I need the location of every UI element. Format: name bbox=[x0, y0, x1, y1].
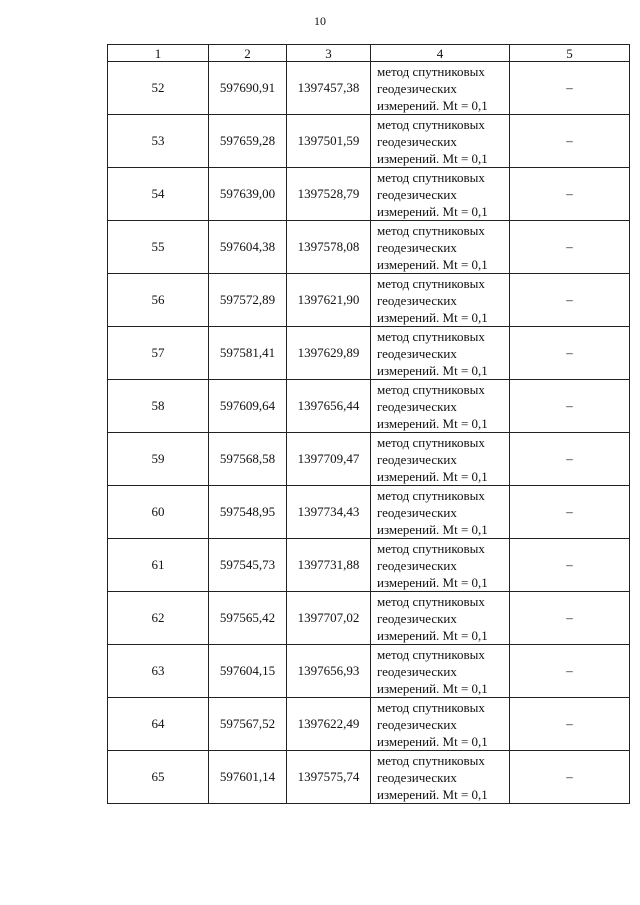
method-line-1: метод спутниковых bbox=[377, 276, 485, 291]
point-number-cell: 63 bbox=[108, 645, 209, 698]
description-cell: – bbox=[510, 327, 630, 380]
x-coordinate-cell: 597601,14 bbox=[209, 751, 287, 804]
point-number-cell: 60 bbox=[108, 486, 209, 539]
x-coordinate-cell: 597545,73 bbox=[209, 539, 287, 592]
y-coordinate-cell: 1397457,38 bbox=[287, 62, 371, 115]
method-line-2: геодезических bbox=[377, 293, 457, 308]
y-coordinate-cell: 1397709,47 bbox=[287, 433, 371, 486]
method-line-3: измерений. Mt = 0,1 bbox=[377, 734, 488, 749]
method-line-3: измерений. Mt = 0,1 bbox=[377, 628, 488, 643]
method-line-1: метод спутниковых bbox=[377, 647, 485, 662]
method-cell bbox=[371, 327, 510, 380]
table-row bbox=[108, 751, 630, 804]
table-row bbox=[108, 62, 630, 115]
y-coordinate-cell: 1397501,59 bbox=[287, 115, 371, 168]
method-line-3: измерений. Mt = 0,1 bbox=[377, 98, 488, 113]
method-line-1: метод спутниковых bbox=[377, 117, 485, 132]
x-coordinate-cell: 597609,64 bbox=[209, 380, 287, 433]
y-coordinate-cell: 1397575,74 bbox=[287, 751, 371, 804]
method-line-2: геодезических bbox=[377, 187, 457, 202]
table-row bbox=[108, 115, 630, 168]
method-line-3: измерений. Mt = 0,1 bbox=[377, 204, 488, 219]
description-cell: – bbox=[510, 486, 630, 539]
method-line-3: измерений. Mt = 0,1 bbox=[377, 681, 488, 696]
header-col-4: 4 bbox=[371, 45, 510, 62]
description-cell: – bbox=[510, 274, 630, 327]
header-col-5: 5 bbox=[510, 45, 630, 62]
method-line-2: геодезических bbox=[377, 81, 457, 96]
method-cell bbox=[371, 380, 510, 433]
method-cell bbox=[371, 62, 510, 115]
point-number-cell: 59 bbox=[108, 433, 209, 486]
method-cell bbox=[371, 645, 510, 698]
x-coordinate-cell: 597639,00 bbox=[209, 168, 287, 221]
method-line-1: метод спутниковых bbox=[377, 700, 485, 715]
point-number-cell: 53 bbox=[108, 115, 209, 168]
table-row bbox=[108, 327, 630, 380]
method-line-1: метод спутниковых bbox=[377, 170, 485, 185]
method-line-3: измерений. Mt = 0,1 bbox=[377, 363, 488, 378]
description-cell: – bbox=[510, 645, 630, 698]
x-coordinate-cell: 597690,91 bbox=[209, 62, 287, 115]
point-number-cell: 61 bbox=[108, 539, 209, 592]
description-cell: – bbox=[510, 592, 630, 645]
method-line-2: геодезических bbox=[377, 717, 457, 732]
table-row bbox=[108, 221, 630, 274]
method-line-1: метод спутниковых bbox=[377, 594, 485, 609]
y-coordinate-cell: 1397656,93 bbox=[287, 645, 371, 698]
y-coordinate-cell: 1397622,49 bbox=[287, 698, 371, 751]
method-cell bbox=[371, 433, 510, 486]
table-body bbox=[108, 62, 630, 804]
y-coordinate-cell: 1397707,02 bbox=[287, 592, 371, 645]
method-line-2: геодезических bbox=[377, 664, 457, 679]
y-coordinate-cell: 1397629,89 bbox=[287, 327, 371, 380]
y-coordinate-cell: 1397528,79 bbox=[287, 168, 371, 221]
method-cell bbox=[371, 168, 510, 221]
method-cell bbox=[371, 751, 510, 804]
method-line-3: измерений. Mt = 0,1 bbox=[377, 416, 488, 431]
method-line-2: геодезических bbox=[377, 399, 457, 414]
method-cell bbox=[371, 115, 510, 168]
point-number-cell: 64 bbox=[108, 698, 209, 751]
point-number-cell: 54 bbox=[108, 168, 209, 221]
table-row bbox=[108, 645, 630, 698]
y-coordinate-cell: 1397578,08 bbox=[287, 221, 371, 274]
point-number-cell: 65 bbox=[108, 751, 209, 804]
method-cell bbox=[371, 592, 510, 645]
x-coordinate-cell: 597659,28 bbox=[209, 115, 287, 168]
method-line-2: геодезических bbox=[377, 240, 457, 255]
table-row bbox=[108, 168, 630, 221]
description-cell: – bbox=[510, 115, 630, 168]
method-line-2: геодезических bbox=[377, 558, 457, 573]
method-cell bbox=[371, 221, 510, 274]
page-number: 10 bbox=[314, 14, 326, 28]
method-line-3: измерений. Mt = 0,1 bbox=[377, 575, 488, 590]
point-number-cell: 57 bbox=[108, 327, 209, 380]
x-coordinate-cell: 597548,95 bbox=[209, 486, 287, 539]
method-line-2: геодезических bbox=[377, 346, 457, 361]
point-number-cell: 62 bbox=[108, 592, 209, 645]
method-line-3: измерений. Mt = 0,1 bbox=[377, 310, 488, 325]
description-cell: – bbox=[510, 698, 630, 751]
method-line-1: метод спутниковых bbox=[377, 541, 485, 556]
y-coordinate-cell: 1397656,44 bbox=[287, 380, 371, 433]
x-coordinate-cell: 597604,38 bbox=[209, 221, 287, 274]
x-coordinate-cell: 597604,15 bbox=[209, 645, 287, 698]
description-cell: – bbox=[510, 221, 630, 274]
point-number-cell: 55 bbox=[108, 221, 209, 274]
point-number-cell: 52 bbox=[108, 62, 209, 115]
method-line-3: измерений. Mt = 0,1 bbox=[377, 522, 488, 537]
description-cell: – bbox=[510, 539, 630, 592]
description-cell: – bbox=[510, 62, 630, 115]
method-line-1: метод спутниковых bbox=[377, 329, 485, 344]
y-coordinate-cell: 1397621,90 bbox=[287, 274, 371, 327]
method-cell bbox=[371, 486, 510, 539]
x-coordinate-cell: 597565,42 bbox=[209, 592, 287, 645]
header-col-3: 3 bbox=[287, 45, 371, 62]
method-line-1: метод спутниковых bbox=[377, 753, 485, 768]
method-line-1: метод спутниковых bbox=[377, 64, 485, 79]
table-row bbox=[108, 486, 630, 539]
method-line-3: измерений. Mt = 0,1 bbox=[377, 257, 488, 272]
x-coordinate-cell: 597581,41 bbox=[209, 327, 287, 380]
header-col-1: 1 bbox=[108, 45, 209, 62]
method-line-2: геодезических bbox=[377, 770, 457, 785]
method-line-2: геодезических bbox=[377, 134, 457, 149]
table-row bbox=[108, 539, 630, 592]
description-cell: – bbox=[510, 433, 630, 486]
method-line-3: измерений. Mt = 0,1 bbox=[377, 151, 488, 166]
method-cell bbox=[371, 539, 510, 592]
y-coordinate-cell: 1397734,43 bbox=[287, 486, 371, 539]
table-row bbox=[108, 274, 630, 327]
y-coordinate-cell: 1397731,88 bbox=[287, 539, 371, 592]
x-coordinate-cell: 597567,52 bbox=[209, 698, 287, 751]
x-coordinate-cell: 597568,58 bbox=[209, 433, 287, 486]
table-row bbox=[108, 433, 630, 486]
table-row bbox=[108, 592, 630, 645]
x-coordinate-cell: 597572,89 bbox=[209, 274, 287, 327]
method-line-3: измерений. Mt = 0,1 bbox=[377, 787, 488, 802]
method-line-3: измерений. Mt = 0,1 bbox=[377, 469, 488, 484]
method-line-2: геодезических bbox=[377, 452, 457, 467]
point-number-cell: 56 bbox=[108, 274, 209, 327]
method-line-1: метод спутниковых bbox=[377, 435, 485, 450]
method-line-2: геодезических bbox=[377, 611, 457, 626]
table-row bbox=[108, 380, 630, 433]
coordinates-table bbox=[107, 44, 630, 804]
description-cell: – bbox=[510, 168, 630, 221]
description-cell: – bbox=[510, 380, 630, 433]
method-cell bbox=[371, 274, 510, 327]
point-number-cell: 58 bbox=[108, 380, 209, 433]
method-cell bbox=[371, 698, 510, 751]
table-row bbox=[108, 698, 630, 751]
table-header-row bbox=[108, 45, 630, 62]
method-line-1: метод спутниковых bbox=[377, 382, 485, 397]
method-line-1: метод спутниковых bbox=[377, 488, 485, 503]
method-line-2: геодезических bbox=[377, 505, 457, 520]
header-col-2: 2 bbox=[209, 45, 287, 62]
description-cell: – bbox=[510, 751, 630, 804]
method-line-1: метод спутниковых bbox=[377, 223, 485, 238]
